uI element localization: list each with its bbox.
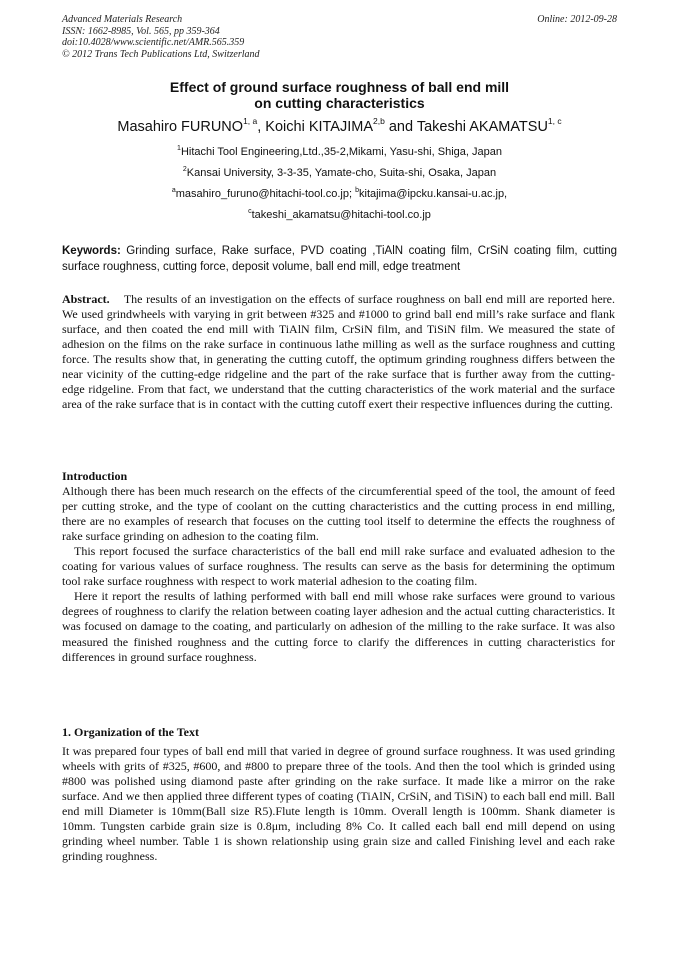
journal-header bbox=[62, 14, 617, 60]
email-b-sup: b bbox=[355, 187, 359, 194]
affiliation-2 bbox=[62, 166, 617, 180]
section-1-heading: 1. Organization of the Text bbox=[62, 725, 199, 739]
title-line-1: Effect of ground surface roughness of ball end mill bbox=[169, 79, 510, 95]
author-2-sup: 2,b bbox=[373, 116, 385, 126]
abstract-text: The results of an investigation on the effects of surface roughness on ball end mill are reported here. We used grindwheels with varying in grit between #325 and #1000 to grind ball end mill’s rake surface and flank surface, and then coated the end mill with TiAlN film, CrSiN film, and TiSiN film. We measured the state of adhesion on the films on the rake surface in continuous lathe milling as well as the surface roughness and cutting force. The results show that, in generating the cutting cutoff, the optimum grinding roughness differs between the near vicinity of the cutting-edge ridgeline and the part of the rake surface that is further away from the cutting-edge ridgeline. From that fact, we understand that the cutting characteristics of the work material and the surface area of the rake surface that is in contact with the cutting cutoff exert their respective influences during the cutting. bbox=[62, 292, 618, 412]
abstract bbox=[62, 292, 618, 412]
email-c-sup: c bbox=[248, 208, 252, 215]
author-3: and Takeshi AKAMATSU bbox=[384, 119, 548, 135]
author-list bbox=[62, 118, 617, 136]
keywords-text: Grinding surface, Rake surface, PVD coating ,TiAlN coating film, CrSiN coating film, cutting surface roughness, cutting force, deposit volume, ball end mill, edge treatment bbox=[62, 245, 617, 273]
paper-title bbox=[62, 80, 617, 111]
introduction-paragraph-3: Here it report the results of lathing performed with ball end mill whose rake surfaces were ground to various degrees of roughness to clarify the relation between coating layer adhesion and the actual cutting characteristics. It was focused on damage to the coating, and particularly on adhesion of the milling to the rake surface. It was also measured the finished roughness and the cutting force to clarify the differences in cutting characteristics for differences in ground surface roughness. bbox=[62, 589, 615, 664]
affiliation-2-sup: 2 bbox=[182, 166, 187, 173]
email-line-1 bbox=[62, 187, 617, 201]
journal-issn: ISSN: 1662-8985, Vol. 565, pp 359-364 bbox=[62, 25, 220, 37]
author-3-sup: 1, c bbox=[547, 116, 562, 126]
email-line-2 bbox=[62, 208, 617, 222]
journal-copyright: © 2012 Trans Tech Publications Ltd, Switzerland bbox=[62, 48, 260, 60]
author-1-sup: 1, a bbox=[243, 116, 258, 126]
abstract-label: Abstract. bbox=[62, 292, 110, 306]
journal-name: Advanced Materials Research bbox=[62, 14, 183, 25]
introduction-heading: Introduction bbox=[62, 469, 128, 483]
introduction bbox=[62, 469, 615, 665]
email-c: takeshi_akamatsu@hitachi-tool.co.jp bbox=[251, 209, 431, 221]
email-a-sup: a bbox=[171, 187, 176, 194]
author-1: Masahiro FURUNO bbox=[117, 119, 244, 135]
affiliation-1-sup: 1 bbox=[177, 145, 181, 152]
keywords bbox=[62, 243, 617, 275]
journal-doi: doi:10.4028/www.scientific.net/AMR.565.359 bbox=[62, 37, 245, 48]
email-a: masahiro_furuno@hitachi-tool.co.jp; bbox=[175, 188, 356, 200]
keywords-label: Keywords: bbox=[62, 245, 121, 257]
section-1 bbox=[62, 725, 615, 864]
section-1-paragraph-1: It was prepared four types of ball end mill that varied in degree of ground surface roughness. It was used grinding wheels with grits of #325, #600, and #800 to prepare three of the tools. And then the tool which is grinded using #800 was polished using diamond paste after grinding on the rake surface. It made like a mirror on the rake surface. And we then applied three different types of coating (TiAlN, CrSiN, and TiSiN) to each ball end mill. Ball end mill Diameter is 10mm(Ball size R5).Flute length is 10mm. Overall length is 100mm. Shank diameter is 10mm. Tungsten carbide grain size is 0.8μm, including 8% Co. It called each ball end mill depend on using grinding wheel number. Table 1 is shown relationship using grain size and called Finishing level and each rake grinding roughness. bbox=[62, 744, 615, 864]
author-2: , Koichi KITAJIMA bbox=[257, 119, 374, 135]
affiliation-1-text: Hitachi Tool Engineering,Ltd.,35-2,Mikami, Yasu-shi, Shiga, Japan bbox=[180, 146, 502, 158]
affiliation-2-text: Kansai University, 3-3-35, Yamate-cho, Suita-shi, Osaka, Japan bbox=[186, 167, 497, 179]
introduction-paragraph-1: Although there has been much research on the effects of the circumferential speed of the tool, the amount of feed per cutting stroke, and the type of coolant on the cutting characteristics and the cutting process in end milling, there are no examples of research that focuses on the cutting tool itself to determine the effects the roughness of rake surface grinding on adhesion to the coating film. bbox=[62, 484, 615, 544]
affiliation-1 bbox=[62, 145, 617, 159]
email-b: kitajima@ipcku.kansai-u.ac.jp, bbox=[359, 188, 508, 200]
online-date: Online: 2012-09-28 bbox=[537, 14, 617, 25]
introduction-paragraph-2: This report focused the surface characteristics of the ball end mill rake surface and evaluated adhesion to the coating for various values of surface roughness. The results can serve as the basis for determining the optimum tool rake surface roughness with respect to work material adhesion to the coating film. bbox=[62, 544, 615, 589]
title-line-2: on cutting characteristics bbox=[254, 94, 425, 111]
